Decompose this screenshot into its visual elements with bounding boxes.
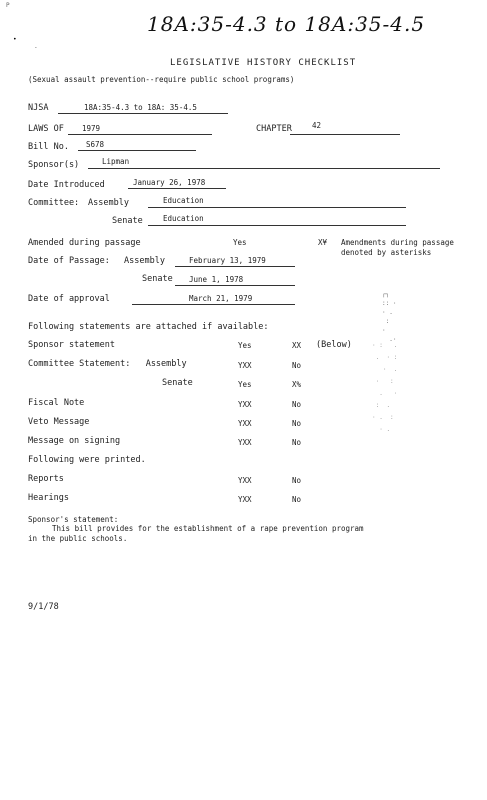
passage-senate-underline (175, 285, 295, 286)
printed-yes: YXX (238, 476, 252, 485)
scan-artifact: ┌┐ :: · · . : · .· (382, 291, 397, 343)
date-of-approval-value: March 21, 1979 (189, 294, 253, 303)
statement-yes: YXX (238, 400, 252, 409)
committee-senate-underline (148, 225, 406, 226)
bill-no-label: Bill No. (28, 142, 69, 152)
bill-no-underline (78, 150, 196, 151)
chapter-label: CHAPTER (256, 124, 292, 134)
passage-assembly-underline (175, 266, 295, 267)
date-of-passage-label: Date of Passage: (28, 256, 110, 266)
njsa-value: 18A:35-4.3 to 18A: 35-4.5 (84, 103, 197, 112)
statement-no: X% (292, 380, 302, 389)
printed-no: No (292, 476, 302, 485)
amended-yes: Yes (233, 238, 247, 247)
laws-of-value: 1979 (82, 124, 101, 133)
date-introduced-value: January 26, 1978 (133, 178, 206, 187)
committee-senate-value: Education (163, 214, 204, 223)
passage-senate-label: Senate (142, 274, 173, 284)
sponsor-statement-text: in the public schools. (28, 534, 128, 543)
statement-label: Sponsor statement (28, 340, 115, 350)
passage-assembly-value: February 13, 1979 (189, 256, 266, 265)
amendments-note: Amendments during passage (341, 238, 454, 247)
printed-label: Reports (28, 474, 64, 484)
statement-label: Veto Message (28, 417, 90, 427)
printed-yes: YXX (238, 495, 252, 504)
statement-no: No (292, 438, 302, 447)
margin-mark: P (6, 2, 10, 9)
laws-of-underline (68, 134, 212, 135)
statement-yes: Yes (238, 380, 252, 389)
statement-label: Message on signing (28, 436, 121, 446)
date-of-approval-underline (132, 304, 295, 305)
handwritten-header: 18A:35-4.3 to 18A:35-4.5 (147, 12, 426, 36)
statement-label: Fiscal Note (28, 398, 85, 408)
bill-no-value: S678 (86, 140, 105, 149)
statement-no: No (292, 361, 302, 370)
passage-assembly-label: Assembly (124, 256, 165, 266)
statement-yes: YXX (238, 438, 252, 447)
margin-mark: • (13, 36, 17, 43)
committee-assembly-value: Education (163, 196, 204, 205)
njsa-underline (58, 113, 228, 114)
committee-assembly-label: Assembly (88, 198, 129, 208)
amended-no: X¥ (318, 238, 328, 247)
printed-no: No (292, 495, 302, 504)
date-introduced-underline (128, 188, 226, 189)
statement-note: (Below) (316, 340, 352, 350)
chapter-underline (290, 134, 400, 135)
statement-no: XX (292, 341, 302, 350)
njsa-label: NJSA (28, 103, 49, 113)
page-title: LEGISLATIVE HISTORY CHECKLIST (170, 58, 357, 68)
sponsor-underline (88, 168, 440, 169)
statement-yes: Yes (238, 341, 252, 350)
margin-mark: - (34, 44, 38, 51)
chapter-value: 42 (312, 121, 322, 130)
sponsor-label: Sponsor(s) (28, 160, 80, 170)
statement-yes: YXX (238, 419, 252, 428)
scan-artifact: · : . . · : · . · : . · : . · . : · . (372, 342, 398, 433)
statement-yes: YXX (238, 361, 252, 370)
statement-no: No (292, 419, 302, 428)
sponsor-statement-text: This bill provides for the establishment of a rape prevention program (52, 524, 364, 533)
committee-senate-label: Senate (112, 216, 143, 226)
statement-label: Senate (162, 378, 193, 388)
date-introduced-label: Date Introduced (28, 180, 105, 190)
committee-assembly-underline (148, 207, 406, 208)
amended-label: Amended during passage (28, 238, 141, 248)
statement-no: No (292, 400, 302, 409)
laws-of-label: LAWS OF (28, 124, 64, 134)
passage-senate-value: June 1, 1978 (189, 275, 244, 284)
statements-heading: Following statements are attached if available: (28, 322, 269, 332)
page-subtitle: (Sexual assault prevention--require public school programs) (28, 75, 295, 84)
sponsor-value: Lipman (102, 157, 130, 166)
printed-heading: Following were printed. (28, 455, 146, 465)
sponsor-statement-heading: Sponsor's statement: (28, 515, 119, 524)
printed-label: Hearings (28, 493, 69, 503)
statement-label: Committee Statement: Assembly (28, 359, 187, 369)
amendments-note: denoted by asterisks (341, 248, 432, 257)
date-of-approval-label: Date of approval (28, 294, 110, 304)
committee-label: Committee: (28, 198, 80, 208)
footer-date: 9/1/78 (28, 602, 59, 612)
